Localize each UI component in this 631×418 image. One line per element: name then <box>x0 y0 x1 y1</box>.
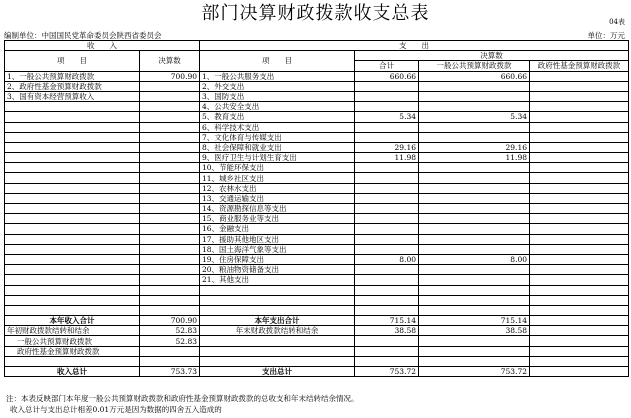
budget-table <box>4 40 629 377</box>
table-row <box>5 132 629 142</box>
expense-total <box>355 122 419 132</box>
empty-cell <box>530 336 629 346</box>
year-expense-total: 715.14 <box>355 316 419 326</box>
income-sum-value: 753.73 <box>140 367 200 377</box>
expense-general: 11.98 <box>419 153 530 163</box>
empty-cell <box>355 336 419 346</box>
begin-general-label: 一般公共预算财政拨款 <box>5 336 140 346</box>
expense-fund <box>530 163 629 173</box>
empty-cell <box>530 356 629 366</box>
expense-fund <box>530 275 629 285</box>
income-item <box>5 305 140 315</box>
income-item <box>5 112 140 122</box>
table-row <box>5 102 629 112</box>
income-item <box>5 173 140 183</box>
expense-total <box>355 173 419 183</box>
expense-total <box>355 214 419 224</box>
empty-cell <box>530 346 629 356</box>
expense-item: 13、交通运输支出 <box>200 193 355 203</box>
expense-item: 14、资源勘探信息等支出 <box>200 204 355 214</box>
income-item <box>5 163 140 173</box>
expense-total <box>355 204 419 214</box>
table-row <box>5 173 629 183</box>
year-income-value: 700.90 <box>140 316 200 326</box>
income-item <box>5 102 140 112</box>
expense-general <box>419 91 530 101</box>
expense-total <box>355 193 419 203</box>
expense-total <box>355 183 419 193</box>
income-amount <box>140 285 200 295</box>
expense-fund <box>530 122 629 132</box>
table-row <box>5 234 629 244</box>
table-row <box>5 224 629 234</box>
expense-general <box>419 81 530 91</box>
empty-cell <box>200 336 355 346</box>
expense-fund <box>530 81 629 91</box>
expense-item: 11、城乡社区支出 <box>200 173 355 183</box>
expense-fund <box>530 305 629 315</box>
expense-general <box>419 265 530 275</box>
expense-fund <box>530 102 629 112</box>
year-expense-fund <box>530 316 629 326</box>
income-amount <box>140 132 200 142</box>
expense-fund <box>530 112 629 122</box>
expense-total: 29.16 <box>355 142 419 152</box>
income-item: 2、政府性基金预算财政拨款 <box>5 81 140 91</box>
table-row <box>5 254 629 264</box>
year-expense-label: 本年支出合计 <box>200 316 355 326</box>
income-item <box>5 214 140 224</box>
table-row <box>5 244 629 254</box>
income-item <box>5 153 140 163</box>
begin-balance-value: 52.83 <box>140 326 200 336</box>
expense-total <box>355 285 419 295</box>
empty-cell <box>419 346 530 356</box>
expense-item: 19、住房保障支出 <box>200 254 355 264</box>
expense-item: 3、国防支出 <box>200 91 355 101</box>
income-amount <box>140 305 200 315</box>
table-row <box>5 91 629 101</box>
expense-item: 18、国土海洋气象等支出 <box>200 244 355 254</box>
expense-fund <box>530 193 629 203</box>
expense-fund <box>530 224 629 234</box>
table-row <box>5 285 629 295</box>
expense-general <box>419 295 530 305</box>
expense-fund <box>530 214 629 224</box>
expense-item: 16、金融支出 <box>200 224 355 234</box>
table-row <box>5 204 629 214</box>
unit-label: 单位：万元 <box>587 31 625 40</box>
table-row <box>5 81 629 91</box>
income-item <box>5 295 140 305</box>
income-item <box>5 132 140 142</box>
income-amount <box>140 234 200 244</box>
expense-total: 11.98 <box>355 153 419 163</box>
income-amount <box>140 244 200 254</box>
expense-general <box>419 122 530 132</box>
expense-general <box>419 163 530 173</box>
expense-total <box>355 244 419 254</box>
expense-general: 8.00 <box>419 254 530 264</box>
income-amount <box>140 193 200 203</box>
expense-general <box>419 173 530 183</box>
empty-cell <box>355 346 419 356</box>
expense-fund <box>530 265 629 275</box>
expense-fund <box>530 183 629 193</box>
end-balance-total: 38.58 <box>355 326 419 336</box>
income-item <box>5 183 140 193</box>
expense-item <box>200 285 355 295</box>
empty-cell <box>140 356 200 366</box>
expense-total <box>355 224 419 234</box>
table-row <box>5 153 629 163</box>
expense-fund <box>530 132 629 142</box>
table-row <box>5 193 629 203</box>
income-amount <box>140 265 200 275</box>
empty-cell <box>200 346 355 356</box>
income-amount <box>140 122 200 132</box>
empty-cell <box>419 356 530 366</box>
expense-sum-label: 支出总计 <box>200 367 355 377</box>
expense-general: 5.34 <box>419 112 530 122</box>
income-sum-label: 收入总计 <box>5 367 140 377</box>
expense-general: 29.16 <box>419 142 530 152</box>
empty-cell <box>200 356 355 366</box>
expense-general <box>419 224 530 234</box>
org-label: 编制单位：中国国民党革命委员会陕西省委员会 <box>4 31 162 40</box>
income-item <box>5 224 140 234</box>
table-row <box>5 183 629 193</box>
income-header: 收 入 <box>5 41 200 51</box>
expense-sum-total: 753.72 <box>355 367 419 377</box>
income-amount <box>140 142 200 152</box>
income-amount: 700.90 <box>140 71 200 81</box>
expense-total <box>355 91 419 101</box>
table-row <box>5 112 629 122</box>
expense-total <box>355 102 419 112</box>
expense-general <box>419 204 530 214</box>
expense-fund <box>530 234 629 244</box>
table-row <box>5 265 629 275</box>
expense-total <box>355 81 419 91</box>
income-amount <box>140 153 200 163</box>
table-row <box>5 122 629 132</box>
income-amount <box>140 91 200 101</box>
expense-total <box>355 234 419 244</box>
expense-item: 17、援助其他地区支出 <box>200 234 355 244</box>
expense-total <box>355 163 419 173</box>
income-item: 1、一般公共预算财政拨款 <box>5 71 140 81</box>
income-amount <box>140 214 200 224</box>
expense-total: 8.00 <box>355 254 419 264</box>
expense-fund <box>530 254 629 264</box>
expense-general <box>419 305 530 315</box>
total-header: 合计 <box>355 61 419 71</box>
expense-fund <box>530 173 629 183</box>
expense-fund <box>530 142 629 152</box>
income-item <box>5 265 140 275</box>
table-row <box>5 142 629 152</box>
expense-item: 9、医疗卫生与计划生育支出 <box>200 153 355 163</box>
expense-total <box>355 265 419 275</box>
expense-general <box>419 285 530 295</box>
expense-item: 4、公共安全支出 <box>200 102 355 112</box>
expense-general <box>419 183 530 193</box>
page-title: 部门决算财政拨款收支总表 <box>201 3 430 24</box>
expense-total <box>355 275 419 285</box>
table-row <box>5 163 629 173</box>
empty-cell <box>5 356 140 366</box>
expense-general <box>419 102 530 112</box>
expense-general <box>419 214 530 224</box>
income-amount <box>140 224 200 234</box>
income-amount <box>140 275 200 285</box>
expense-item: 7、文化体育与传媒支出 <box>200 132 355 142</box>
empty-cell <box>419 336 530 346</box>
year-income-label: 本年收入合计 <box>5 316 140 326</box>
expense-item: 1、一般公共服务支出 <box>200 71 355 81</box>
expense-total <box>355 305 419 315</box>
empty-cell <box>140 346 200 356</box>
expense-sum-general: 753.72 <box>419 367 530 377</box>
expense-item-header: 项 目 <box>200 51 355 71</box>
expense-general <box>419 193 530 203</box>
expense-fund <box>530 285 629 295</box>
income-amount <box>140 112 200 122</box>
expense-item: 8、社会保障和就业支出 <box>200 142 355 152</box>
expense-total: 5.34 <box>355 112 419 122</box>
income-item <box>5 254 140 264</box>
income-item <box>5 285 140 295</box>
expense-total: 660.66 <box>355 71 419 81</box>
table-row <box>5 305 629 315</box>
income-item <box>5 142 140 152</box>
footnote-2: 收入总计与支出总计相差0.01万元是因为数据的四舍五入造成的 <box>10 405 222 414</box>
end-balance-label: 年末财政拨款结转和结余 <box>200 326 355 336</box>
income-amount <box>140 81 200 91</box>
expense-fund <box>530 91 629 101</box>
expense-item: 5、教育支出 <box>200 112 355 122</box>
begin-fund-label: 政府性基金预算财政拨款 <box>5 346 140 356</box>
table-row <box>5 295 629 305</box>
expense-fund <box>530 204 629 214</box>
empty-cell <box>355 356 419 366</box>
expense-item: 15、商业服务业等支出 <box>200 214 355 224</box>
expense-amount-header: 决算数 <box>355 51 629 61</box>
expense-total <box>355 295 419 305</box>
income-item <box>5 122 140 132</box>
expense-general <box>419 234 530 244</box>
expense-item: 10、节能环保支出 <box>200 163 355 173</box>
expense-item <box>200 295 355 305</box>
table-row <box>5 214 629 224</box>
expense-fund <box>530 295 629 305</box>
expense-item: 12、农林水支出 <box>200 183 355 193</box>
income-item-header: 项 目 <box>5 51 140 71</box>
table-row <box>5 71 629 81</box>
income-amount <box>140 173 200 183</box>
income-amount <box>140 183 200 193</box>
income-item <box>5 193 140 203</box>
expense-item: 20、粮油物资储备支出 <box>200 265 355 275</box>
table-row <box>5 275 629 285</box>
gov-fund-header: 政府性基金预算财政拨款 <box>530 61 629 71</box>
begin-general-value: 52.83 <box>140 336 200 346</box>
expense-general: 660.66 <box>419 71 530 81</box>
expense-general <box>419 132 530 142</box>
expense-header: 支 出 <box>200 41 629 51</box>
footnote-1: 注：本表反映部门本年度一般公共预算财政拨款和政府性基金预算财政拨款的总收支和年末结转结余情况。 <box>6 394 359 403</box>
expense-item: 2、外交支出 <box>200 81 355 91</box>
income-item: 3、国有资本经营预算收入 <box>5 91 140 101</box>
expense-fund <box>530 153 629 163</box>
expense-item <box>200 305 355 315</box>
expense-general <box>419 275 530 285</box>
footnotes <box>6 393 359 415</box>
general-budget-header: 一般公共预算财政拨款 <box>419 61 530 71</box>
expense-fund <box>530 244 629 254</box>
income-item <box>5 275 140 285</box>
year-expense-general: 715.14 <box>419 316 530 326</box>
end-balance-fund <box>530 326 629 336</box>
income-item <box>5 244 140 254</box>
income-amount <box>140 204 200 214</box>
income-amount <box>140 295 200 305</box>
expense-total <box>355 132 419 142</box>
income-item <box>5 204 140 214</box>
expense-sum-fund <box>530 367 629 377</box>
income-amount-header: 决算数 <box>140 51 200 71</box>
begin-balance-label: 年初财政拨款结转和结余 <box>5 326 140 336</box>
income-item <box>5 234 140 244</box>
end-balance-general: 38.58 <box>419 326 530 336</box>
table-number: 04表 <box>609 18 625 26</box>
expense-item: 21、其他支出 <box>200 275 355 285</box>
expense-item: 6、科学技术支出 <box>200 122 355 132</box>
income-amount <box>140 163 200 173</box>
income-amount <box>140 102 200 112</box>
expense-general <box>419 244 530 254</box>
expense-fund <box>530 71 629 81</box>
income-amount <box>140 254 200 264</box>
